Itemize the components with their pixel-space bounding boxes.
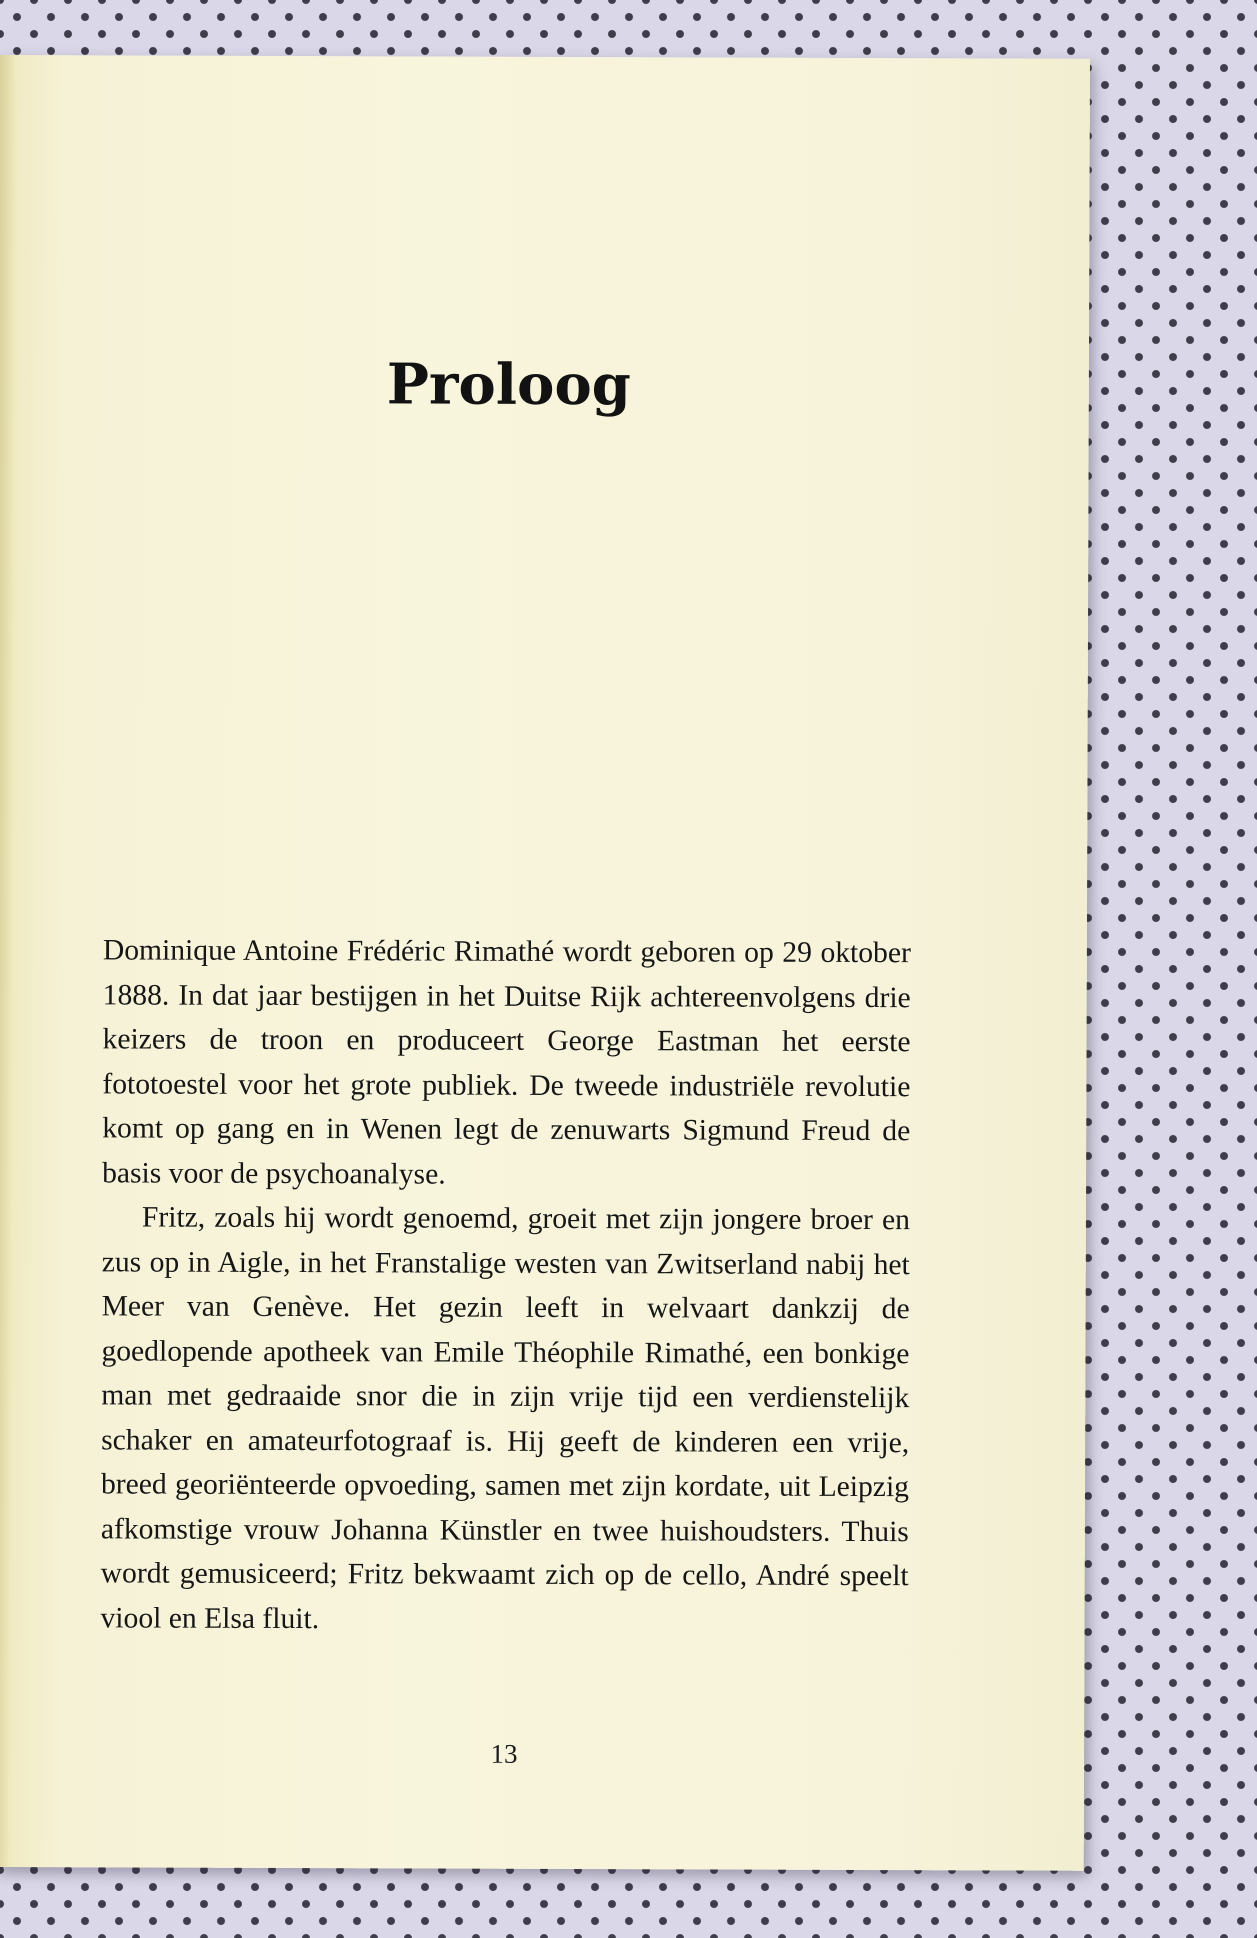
page-number: 13 bbox=[490, 1738, 518, 1769]
book-page bbox=[0, 55, 1090, 1871]
paragraph-1: Dominique Antoine Frédéric Rimathé wordt geboren op 29 oktober 1888. In dat jaar bestijgen in het Duitse Rijk achtereenvolgens drie keizers de troon en produceert George Eastman het eerste fototoestel voor het grote publiek. De tweede industriële revolutie komt op gang en in Wenen legt de zenuwarts Sigmund Freud de basis voor de psychoanalyse. bbox=[102, 934, 911, 1191]
paragraph-2: Fritz, zoals hij wordt genoemd, groeit met zijn jongere broer en zus op in Aigle, in het Franstalige westen van Zwitserland nabij het Meer van Genève. Het gezin leeft in welvaart dankzij de goedlopende apotheek van Emile Théophile Rimathé, een bonkige man met gedraaide snor die in zijn vrije tijd een verdienstelijk schaker en amateurfotograaf is. Hij geeft de kinderen een vrije, breed georiënteerde opvoeding, samen met zijn kordate, uit Leipzig afkomstige vrouw Johanna Künstler en twee huishoudsters. Thuis wordt gemusiceerd; Fritz bekwaamt zich op de cello, André speelt viool en Elsa fluit. bbox=[100, 1201, 910, 1635]
chapter-title: Proloog bbox=[386, 351, 632, 419]
body-text bbox=[100, 928, 910, 1643]
